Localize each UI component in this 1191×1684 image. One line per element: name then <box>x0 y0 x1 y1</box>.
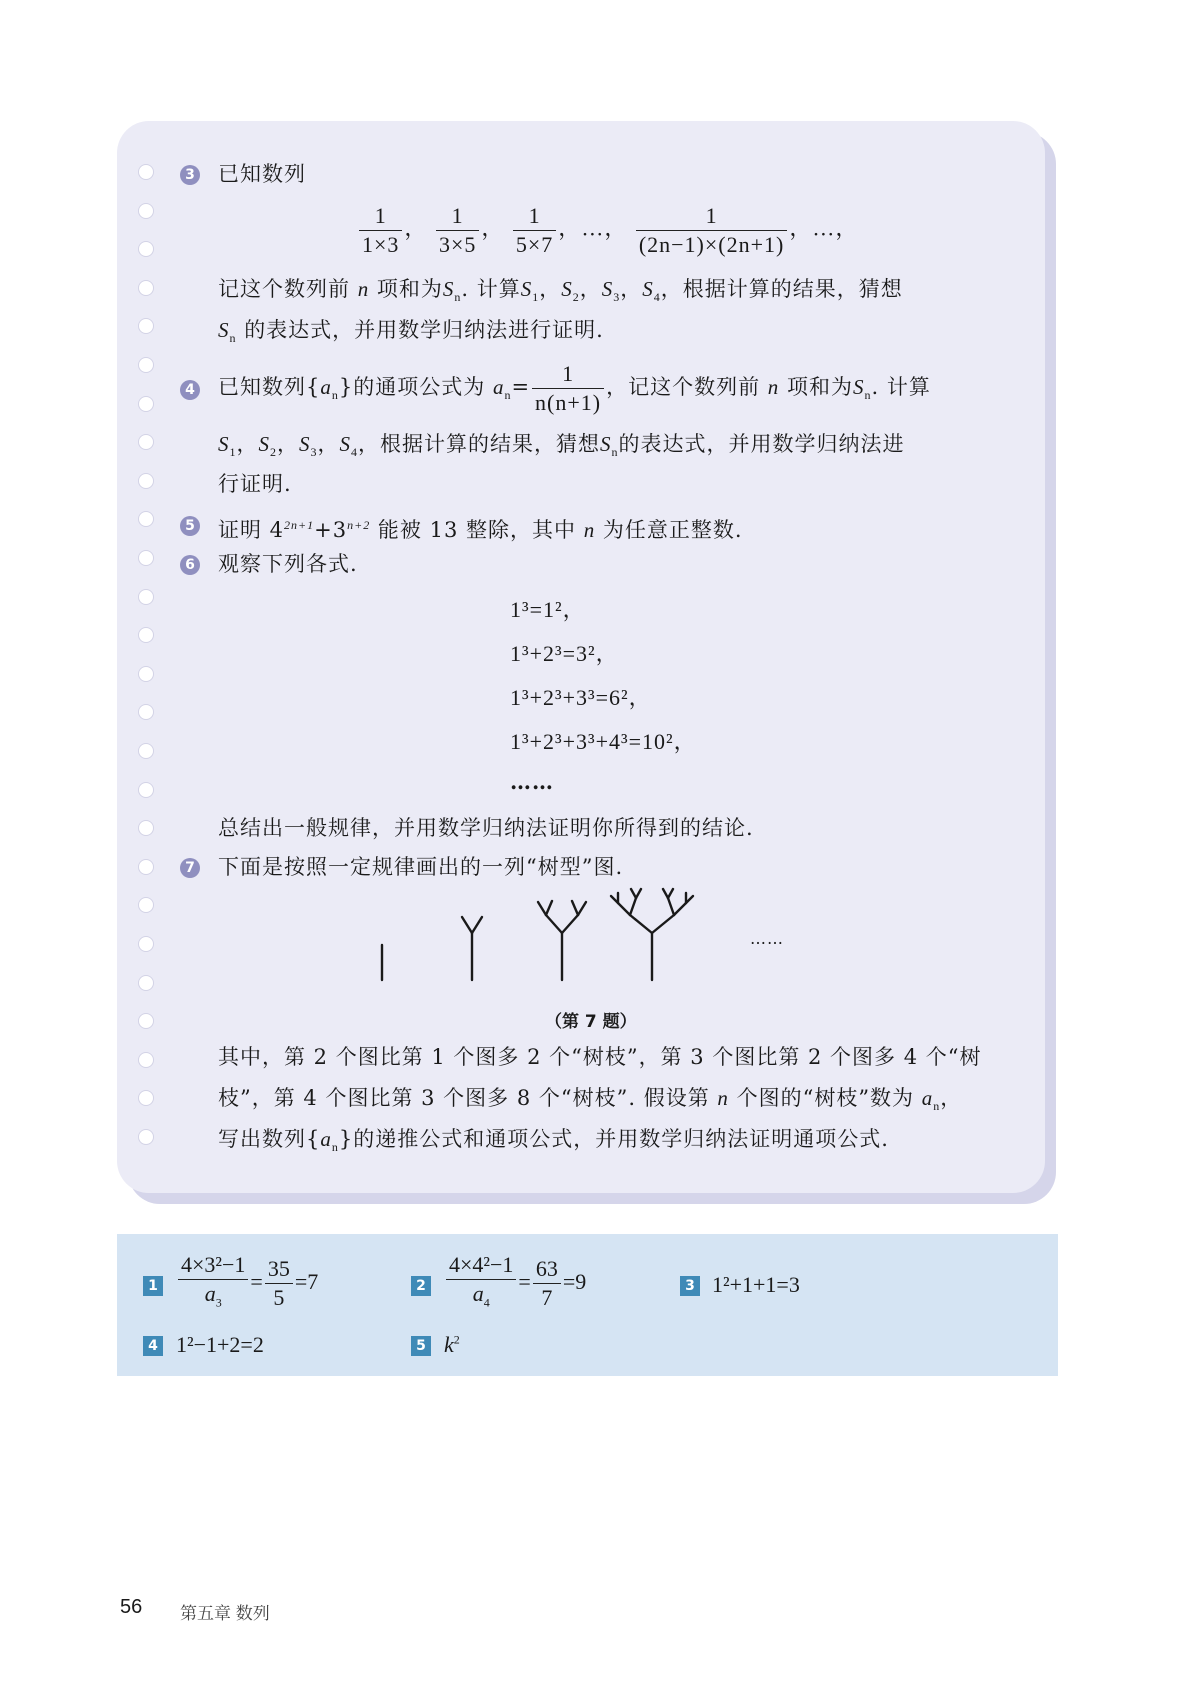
binder-hole <box>138 859 154 875</box>
q3-frac-3: $\frac{1}{5\times 7}$ <box>513 202 556 259</box>
binder-hole <box>138 357 154 373</box>
q6-dots: …… <box>510 769 554 794</box>
q6-eq-2: 1³+2³=3²， <box>510 641 619 666</box>
q7-intro: 下面是按照一定规律画出的一列“树型”图. <box>218 855 624 879</box>
q6-intro: 观察下列各式. <box>218 552 358 576</box>
page-number: 56 <box>120 1596 143 1618</box>
answer-badge-4: 4 <box>143 1336 163 1356</box>
binder-hole <box>138 1052 154 1068</box>
chapter-label: 第五章 数列 <box>180 1604 270 1623</box>
answer-badge-2: 2 <box>411 1276 431 1296</box>
q3-frac-2: $\frac{1}{3\times 5}$ <box>436 202 479 259</box>
q7-line-1: 其中，第 2 个图比第 1 个图多 2 个“树枝”，第 3 个图比第 2 个图多 4 个“树 <box>218 1045 982 1069</box>
q4-line-3: 行证明. <box>218 472 292 496</box>
q7-line-2: 枝”，第 4 个图比第 3 个图多 8 个“树枝”. 假设第 n 个图的“树枝”数为 $a_n$， <box>218 1086 963 1114</box>
q5-line: 证明 $4^{2n+1}+3^{n+2}$ 能被 13 整除，其中 n 为任意正整数. <box>218 518 743 542</box>
binder-hole <box>138 203 154 219</box>
answer-5: $k^2$ <box>444 1332 460 1357</box>
q3-line-2: $S_n$ 的表达式，并用数学归纳法进行证明. <box>218 318 604 346</box>
q6-eq-4: 1³+2³+3³+4³=10²， <box>510 729 697 754</box>
binder-hole <box>138 782 154 798</box>
question-number-4: 4 <box>180 380 200 400</box>
tree-figure-4 <box>611 889 693 980</box>
binder-hole <box>138 396 154 412</box>
tree-figures <box>360 885 700 985</box>
question-number-7: 7 <box>180 858 200 878</box>
question-number-3: 3 <box>180 165 200 185</box>
binder-hole <box>138 936 154 952</box>
answer-badge-5: 5 <box>411 1336 431 1356</box>
answer-badge-3: 3 <box>680 1276 700 1296</box>
figure-caption: （第 7 题） <box>545 1012 637 1032</box>
q6-eq-3: 1³+2³+3³=6²， <box>510 685 652 710</box>
binder-hole <box>138 550 154 566</box>
q4-line-1: 已知数列$\{a_n\}$的通项公式为 $a_n=$ $\frac{1}{n(n+1)}$ ，记这个数列前 n 项和为$S_n$. 计算 <box>218 361 931 415</box>
binder-hole <box>138 743 154 759</box>
q7-line-3: 写出数列$\{a_n\}$的递推公式和通项公式，并用数学归纳法证明通项公式. <box>218 1127 889 1155</box>
answer-1: $\frac{\text{4×3²−1}}{a_3}$ = $\frac{35}{5}$ =7 <box>176 1251 318 1316</box>
binder-hole <box>138 1129 154 1145</box>
answer-4: 1²−1+2=2 <box>176 1332 264 1357</box>
q3-line-1: 记这个数列前 n 项和为$S_n$. 计算$S_1$，$S_2$，$S_3$，$S_4$，根据计算的结果，猜想 <box>218 277 903 305</box>
question-number-5: 5 <box>180 516 200 536</box>
q6-outro: 总结出一般规律，并用数学归纳法证明你所得到的结论. <box>218 816 754 840</box>
tree-figure-3 <box>538 901 586 980</box>
q6-eq-1: 1³=1²， <box>510 597 586 622</box>
question-number-6: 6 <box>180 555 200 575</box>
answer-3: 1²+1+1=3 <box>712 1272 800 1297</box>
answer-badge-1: 1 <box>143 1276 163 1296</box>
q3-frac-1: $\frac{1}{1\times 3}$ <box>359 202 402 259</box>
answer-2: $\frac{\text{4×4²−1}}{a_4}$ = $\frac{63}{7}$ =9 <box>444 1251 586 1316</box>
binder-hole <box>138 280 154 296</box>
binder-hole <box>138 666 154 682</box>
binder-hole <box>138 975 154 991</box>
tree-figure-2 <box>462 917 482 980</box>
q3-frac-n: $\frac{1}{(2n-1)\times(2n+1)}$ <box>636 202 788 259</box>
q4-line-2: $S_1$，$S_2$，$S_3$，$S_4$，根据计算的结果，猜想$S_n$的表达式，并用数学归纳法进 <box>218 432 905 460</box>
q3-sequence: $\frac{1}{1\times 3}$ ， $\frac{1}{3\times 5}$ ， $\frac{1}{5\times 7}$ ，…， $\frac{1}{(2n-1)\times(2n+1)}$ ，…， <box>357 202 858 259</box>
binder-hole <box>138 589 154 605</box>
tree-continuation-dots: …… <box>750 929 784 948</box>
q3-intro: 已知数列 <box>218 162 306 186</box>
binder-hole <box>138 473 154 489</box>
binder-hole <box>138 164 154 180</box>
